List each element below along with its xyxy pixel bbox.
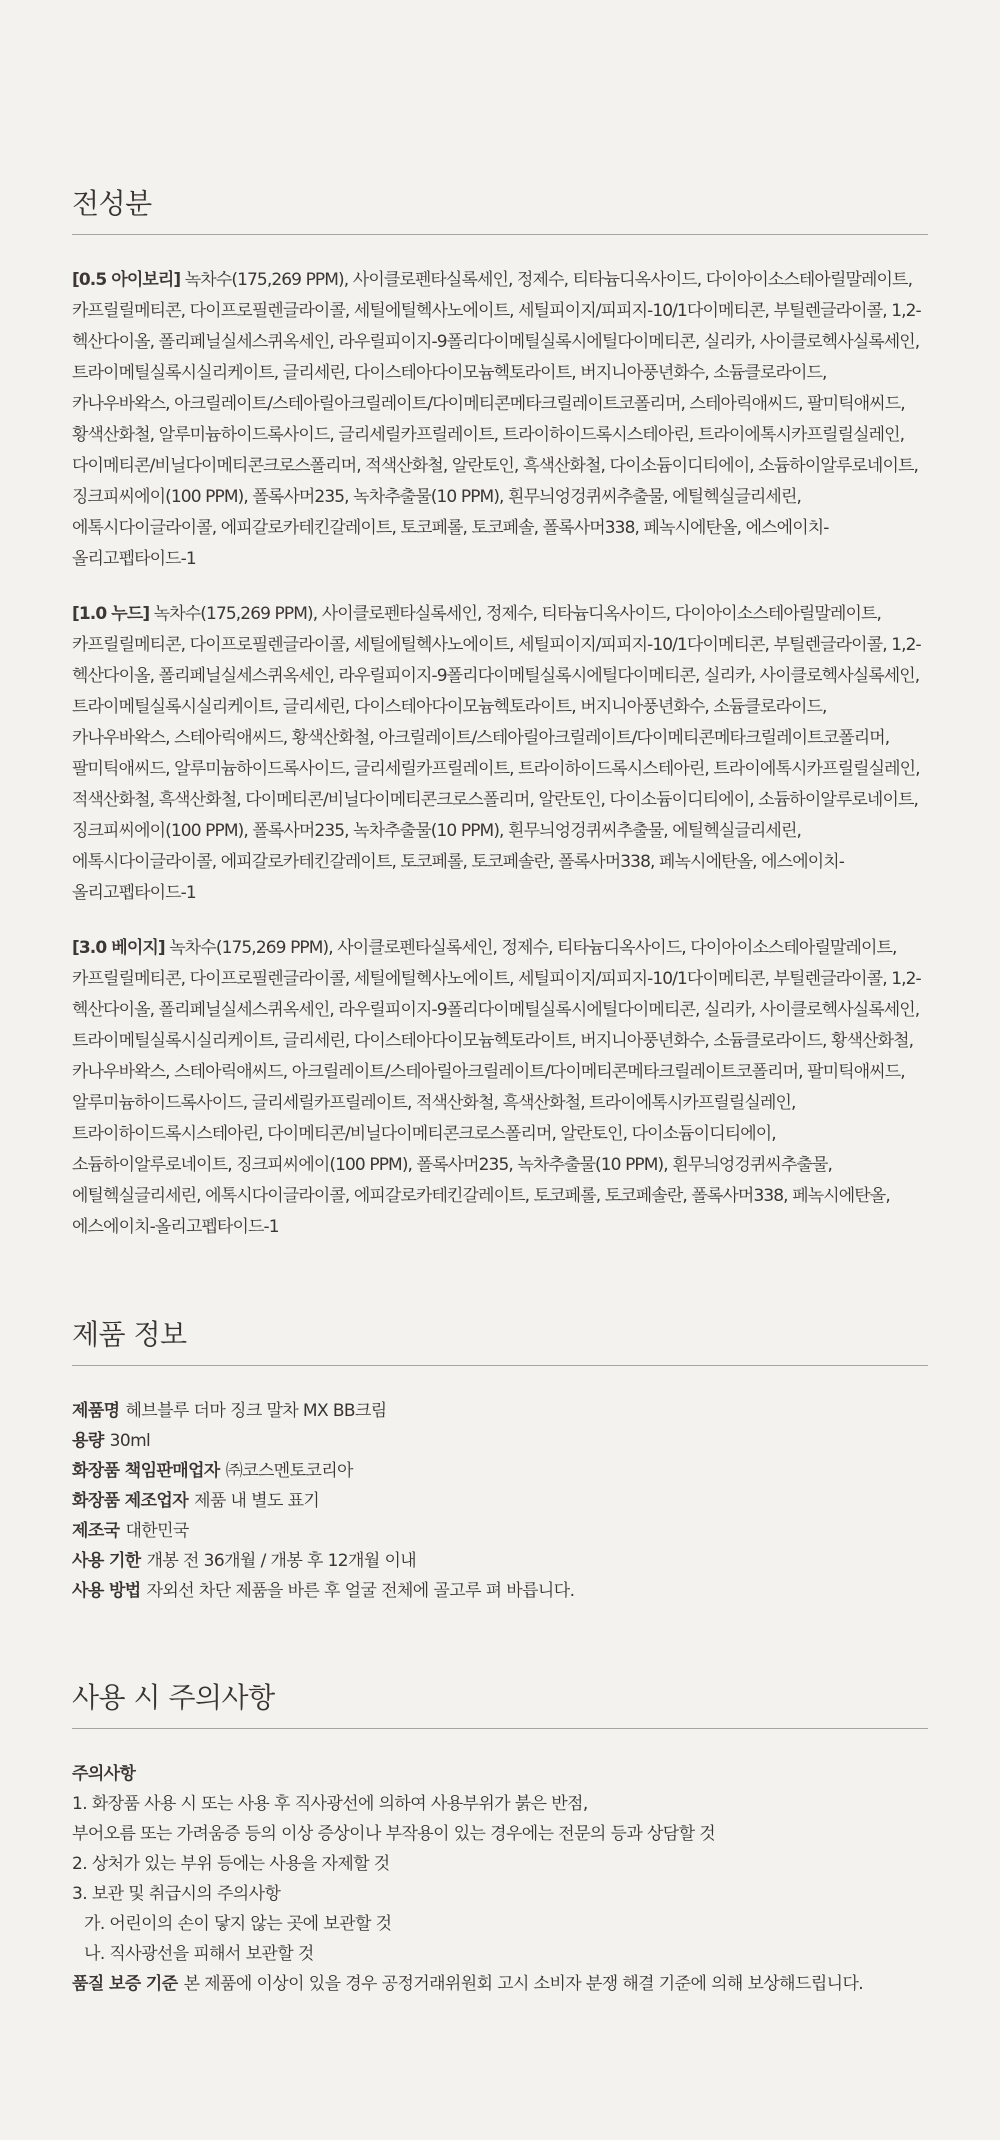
caution-line: 2. 상처가 있는 부위 등에는 사용을 자제할 것: [72, 1854, 390, 1874]
quality-text: 본 제품에 이상이 있을 경우 공정거래위원회 고시 소비자 분쟁 해결 기준에 의해 보상해드립니다.: [183, 1974, 864, 1994]
caution-heading: 주의사항: [72, 1764, 136, 1784]
ingredient-list: 녹차수(175,269 PPM), 사이클로펜타실록세인, 정제수, 티타늄디옥사이드, 다이아이소스테아릴말레이트, 카프릴릴메티콘, 다이프로필렌글라이콜, 세틸에틸헥사노에이트, 세틸피이지/피피지-10/1다이메티콘, 부틸렌글라이콜, 1,2-헥산다이올, 폴리페닐실세스퀴옥세인, 라우릴피이지-9폴리다이메틸실록시에틸다이메티콘, 실리카, 사이클로헥사실록세인, 트라이메틸실록시실리케이트, 글리세린, 다이스테아다이모늄헥토라이트, 버지니아풍년화수, 소듐클로라이드, 황색산화철, 카나우바왁스, 스테아릭애씨드, 아크릴레이트/스테아릴아크릴레이트/다이메티콘메타크릴레이트코폴리머, 팔미틱애씨드, 알루미늄하이드록사이드, 글리세릴카프릴레이트, 적색산화철, 흑색산화철, 트라이에톡시카프릴릴실레인, 트라이하이드록시스테아린, 다이메티콘/비닐다이메티콘크로스폴리머, 알란토인, 다이소듐이디티에이, 소듐하이알루로네이트, 징크피씨에이(100 PPM), 폴록사머235, 녹차추출물(10 PPM), 흰무늬엉겅퀴씨추출물, 에틸헥실글리세린, 에톡시다이글라이콜, 에피갈로카테킨갈레이트, 토코페롤, 토코페솔란, 폴록사머338, 페녹시에탄올, 에스에이치-올리고펩타이드-1: [72, 938, 921, 1237]
ingredients-nude: [72, 599, 928, 909]
info-label: 화장품 책임판매업자: [72, 1461, 220, 1481]
cautions-title: 사용 시 주의사항: [72, 1676, 928, 1729]
shade-label: [1.0 누드]: [72, 604, 150, 624]
info-row-usage: [72, 1576, 928, 1606]
info-label: 용량: [72, 1431, 104, 1451]
product-info-title: 제품 정보: [72, 1313, 928, 1366]
info-value: ㈜코스멘토코리아: [225, 1461, 353, 1481]
info-row-manufacturer: [72, 1486, 928, 1516]
info-row-product-name: [72, 1396, 928, 1426]
shade-label: [3.0 베이지]: [72, 938, 165, 958]
ingredient-list: 녹차수(175,269 PPM), 사이클로펜타실록세인, 정제수, 티타늄디옥사이드, 다이아이소스테아릴말레이트, 카프릴릴메티콘, 다이프로필렌글라이콜, 세틸에틸헥사노에이트, 세틸피이지/피피지-10/1다이메티콘, 부틸렌글라이콜, 1,2-헥산다이올, 폴리페닐실세스퀴옥세인, 라우릴피이지-9폴리다이메틸실록시에틸다이메티콘, 실리카, 사이클로헥사실록세인, 트라이메틸실록시실리케이트, 글리세린, 다이스테아다이모늄헥토라이트, 버지니아풍년화수, 소듐클로라이드, 카나우바왁스, 스테아릭애씨드, 황색산화철, 아크릴레이트/스테아릴아크릴레이트/다이메티콘메타크릴레이트코폴리머, 팔미틱애씨드, 알루미늄하이드록사이드, 글리세릴카프릴레이트, 트라이하이드록시스테아린, 트라이에톡시카프릴릴실레인, 적색산화철, 흑색산화철, 다이메티콘/비닐다이메티콘크로스폴리머, 알란토인, 다이소듐이디티에이, 소듐하이알루로네이트, 징크피씨에이(100 PPM), 폴록사머235, 녹차추출물(10 PPM), 흰무늬엉겅퀴씨추출물, 에틸헥실글리세린, 에톡시다이글라이콜, 에피갈로카테킨갈레이트, 토코페롤, 토코페솔란, 폴록사머338, 페녹시에탄올, 에스에이치-올리고펩타이드-1: [72, 604, 921, 903]
info-value: 자외선 차단 제품을 바른 후 얼굴 전체에 골고루 펴 바릅니다.: [146, 1581, 575, 1601]
quality-guarantee: [72, 1969, 928, 1999]
info-label: 사용 방법: [72, 1581, 141, 1601]
info-row-expiry: [72, 1546, 928, 1576]
info-row-country: [72, 1516, 928, 1546]
caution-line: 3. 보관 및 취급시의 주의사항: [72, 1884, 281, 1904]
shade-label: [0.5 아이보리]: [72, 270, 181, 290]
ingredient-list: 녹차수(175,269 PPM), 사이클로펜타실록세인, 정제수, 티타늄디옥사이드, 다이아이소스테아릴말레이트, 카프릴릴메티콘, 다이프로필렌글라이콜, 세틸에틸헥사노에이트, 세틸피이지/피피지-10/1다이메티콘, 부틸렌글라이콜, 1,2-헥산다이올, 폴리페닐실세스퀴옥세인, 라우릴피이지-9폴리다이메틸실록시에틸다이메티콘, 실리카, 사이클로헥사실록세인, 트라이메틸실록시실리케이트, 글리세린, 다이스테아다이모늄헥토라이트, 버지니아풍년화수, 소듐클로라이드, 카나우바왁스, 아크릴레이트/스테아릴아크릴레이트/다이메티콘메타크릴레이트코폴리머, 스테아릭애씨드, 팔미틱애씨드, 황색산화철, 알루미늄하이드록사이드, 글리세릴카프릴레이트, 트라이하이드록시스테아린, 트라이에톡시카프릴릴실레인, 다이메티콘/비닐다이메티콘크로스폴리머, 적색산화철, 알란토인, 흑색산화철, 다이소듐이디티에이, 소듐하이알루로네이트, 징크피씨에이(100 PPM), 폴록사머235, 녹차추출물(10 PPM), 흰무늬엉겅퀴씨추출물, 에틸헥실글리세린, 에톡시다이글라이콜, 에피갈로카테킨갈레이트, 토코페롤, 토코페솔, 폴록사머338, 페녹시에탄올, 에스에이치-올리고펩타이드-1: [72, 270, 921, 569]
ingredients-section: [72, 0, 928, 1243]
product-info-section: [72, 1313, 928, 1606]
ingredients-beige: [72, 933, 928, 1243]
info-value: 헤브블루 더마 징크 말차 MX BB크림: [125, 1401, 387, 1421]
quality-label: 품질 보증 기준: [72, 1974, 178, 1994]
info-value: 30ml: [109, 1431, 151, 1451]
product-info-list: [72, 1396, 928, 1606]
caution-line: 1. 화장품 사용 시 또는 사용 후 직사광선에 의하여 사용부위가 붉은 반점,: [72, 1794, 588, 1814]
caution-list: [72, 1759, 928, 1999]
caution-subline: 가. 어린이의 손이 닿지 않는 곳에 보관할 것: [84, 1914, 392, 1934]
info-row-volume: [72, 1426, 928, 1456]
info-value: 제품 내 별도 표기: [194, 1491, 320, 1511]
info-label: 제품명: [72, 1401, 120, 1421]
caution-line: 부어오름 또는 가려움증 등의 이상 증상이나 부작용이 있는 경우에는 전문의 등과 상담할 것: [72, 1824, 716, 1844]
cautions-section: [72, 1676, 928, 1999]
caution-subline: 나. 직사광선을 피해서 보관할 것: [84, 1944, 314, 1964]
info-label: 제조국: [72, 1521, 120, 1541]
info-label: 사용 기한: [72, 1551, 141, 1571]
info-value: 개봉 전 36개월 / 개봉 후 12개월 이내: [146, 1551, 417, 1571]
info-label: 화장품 제조업자: [72, 1491, 189, 1511]
info-row-distributor: [72, 1456, 928, 1486]
ingredients-title: 전성분: [72, 182, 928, 235]
info-value: 대한민국: [125, 1521, 189, 1541]
ingredients-ivory: [72, 265, 928, 575]
